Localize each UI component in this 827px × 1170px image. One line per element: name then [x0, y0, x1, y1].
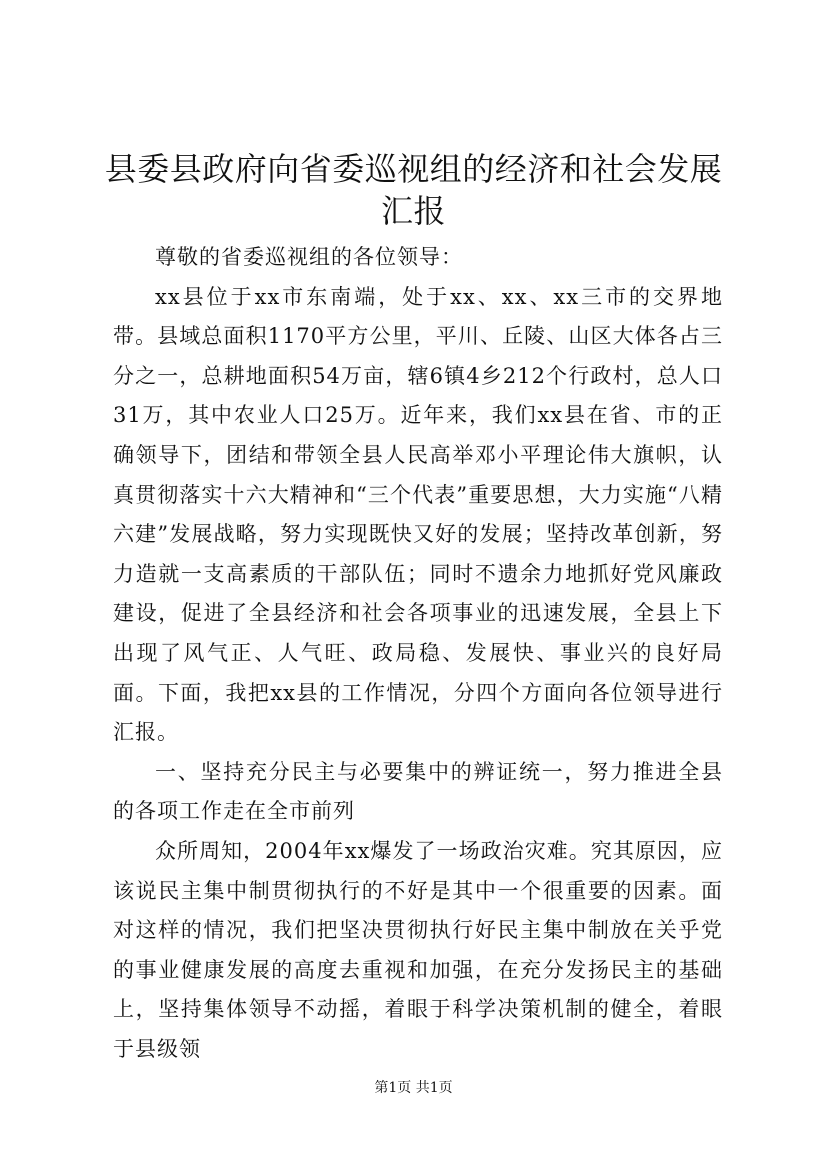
salutation-paragraph: 尊敬的省委巡视组的各位领导： — [155, 245, 463, 269]
document-body — [113, 238, 723, 1069]
page-footer: 第1页 共1页 — [374, 1080, 453, 1096]
document-title: 县委县政府向省委巡视组的经济和社会发展汇报 — [104, 150, 723, 230]
body-paragraph: 众所周知，2004年xx爆发了一场政治灾难。究其原因，应该说民主集中制贯彻执行的不好是其中一个很重要的因素。面对这样的情况，我们把坚决贯彻执行好民主集中制放在关乎党的事业健康发展的高度去重视和加强，在充分发扬民主的基础上，坚持集体领导不动摇，着眼于科学决策机制的健全，着眼于县级领 — [113, 838, 723, 1061]
section-heading: 一、坚持充分民主与必要集中的辨证统一，努力推进全县的各项工作走在全市前列 — [113, 759, 723, 824]
body-paragraph: xx县位于xx市东南端，处于xx、xx、xx三市的交界地带。县域总面积1170平方公里，平川、丘陵、山区大体各占三分之一，总耕地面积54万亩，辖6镇4乡212个行政村，总人口31万，其中农业人口25万。近年来，我们xx县在省、市的正确领导下，团结和带领全县人民高举邓小平理论伟大旗帜，认真贯彻落实十六大精神和“三个代表”重要思想，大力实施“八精六建”发展战略，努力实现既快又好的发展；坚持改革创新，努力造就一支高素质的干部队伍；同时不遗余力地抓好党风廉政建设，促进了全县经济和社会各项事业的迅速发展，全县上下出现了风气正、人气旺、政局稳、发展快、事业兴的良好局面。下面，我把xx县的工作情况，分四个方面向各位领导进行汇报。 — [113, 284, 723, 745]
